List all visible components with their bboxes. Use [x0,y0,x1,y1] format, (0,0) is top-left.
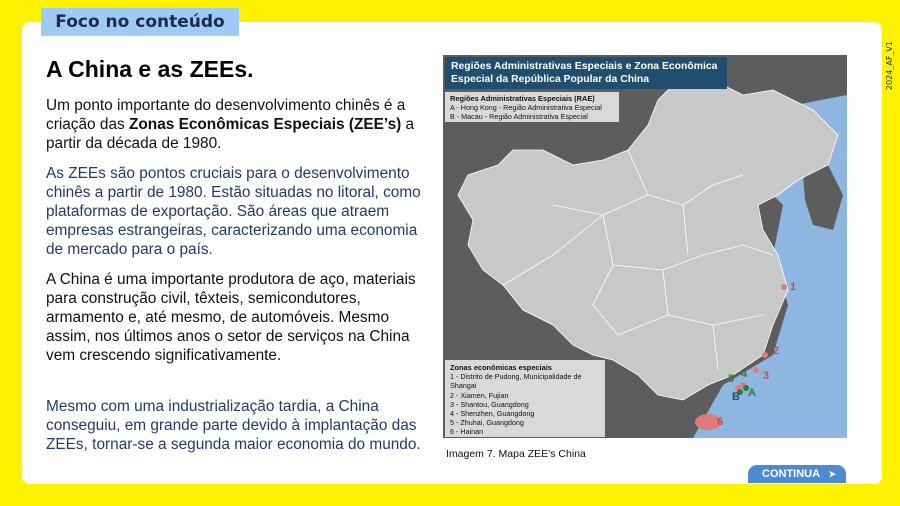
zee-legend-title: Zonas econômicas especiais [450,363,552,372]
zee-legend-item: 5 - Zhuhai, Guangdong [450,418,524,428]
marker-5: 5 [728,373,735,385]
zee-legend-item: 2 - Xiamen, Fujian [450,390,509,400]
intro-text-c: a partir da década de 1980. [46,116,415,152]
zee-legend-item: 4 - Shenzhen, Guangdong [450,409,535,419]
rae-legend [445,92,619,122]
marker-3: 3 [763,370,770,382]
marker-1: 1 [790,281,797,293]
zee-legend-item: 1 - Distrito de Pudong, Municipalidade de [450,372,582,382]
section-tag: Foco no conteúdo [41,8,239,36]
china-zee-map [443,55,847,438]
rae-legend-title: Regiões Administrativas Especiais (RAE) [450,94,595,103]
page-code: 2024_AF_V1 [885,41,894,90]
zee-legend-item: 6 - Hainan [450,427,484,437]
marker-4: 4 [741,368,748,380]
paragraph-intro [46,96,431,153]
arrow-right-icon: ➤ [828,469,836,479]
zone-dot-3 [753,367,759,373]
zee-legend [445,360,605,437]
marker-b: B [732,391,740,403]
paragraph-economy: Mesmo com uma industrialização tardia, a China conseguiu, em grande parte devido à implantação das ZEEs, tornar-se a segunda maior economia do mundo. [46,398,421,453]
marker-6: 6 [717,416,724,428]
continue-button[interactable] [748,465,846,483]
zee-legend-item: 3 - Shantou, Guangdong [450,399,529,409]
page-title: A China e as ZEEs. [46,56,254,82]
rae-legend-item: A - Hong Kong - Região Administrativa Especial [450,103,602,112]
map-title-line1: Regiões Administrativas Especiais e Zona Econômica [451,61,718,72]
paragraph-industry: A China é uma importante produtora de aço, materiais para construção civil, têxteis, semicondutores, armamento e, até mesmo, de automóveis. Mesmo assim, nos últimos anos o setor de serviços na China vem crescendo significativamente. [46,271,416,364]
zee-legend-item: Shangai [450,381,477,391]
marker-2: 2 [773,345,780,357]
map-caption: Imagem 7. Mapa ZEE’s China [446,448,586,460]
zone-dot-1 [781,284,787,290]
map-title [445,57,727,89]
map-title-line2: Especial da República Popular da China [451,74,650,85]
zone-dot-2 [762,352,768,358]
rae-legend-item: B - Macau - Região Administrativa Especial [450,112,588,121]
continue-label: CONTINUA [762,468,821,480]
marker-a: A [748,387,756,399]
intro-text-a: Um ponto importante do desenvolvimento chinês é a criação das [46,97,406,133]
paragraph-zees: As ZEEs são pontos cruciais para o desenvolvimento chinês a partir de 1980. Estão situadas no litoral, como plataformas de exportação. São áreas que atraem empresas estrangeiras, caracterizando uma economia de mercado para o país. [46,165,421,258]
intro-text-bold: Zonas Econômicas Especiais (ZEE’s) [128,116,402,133]
